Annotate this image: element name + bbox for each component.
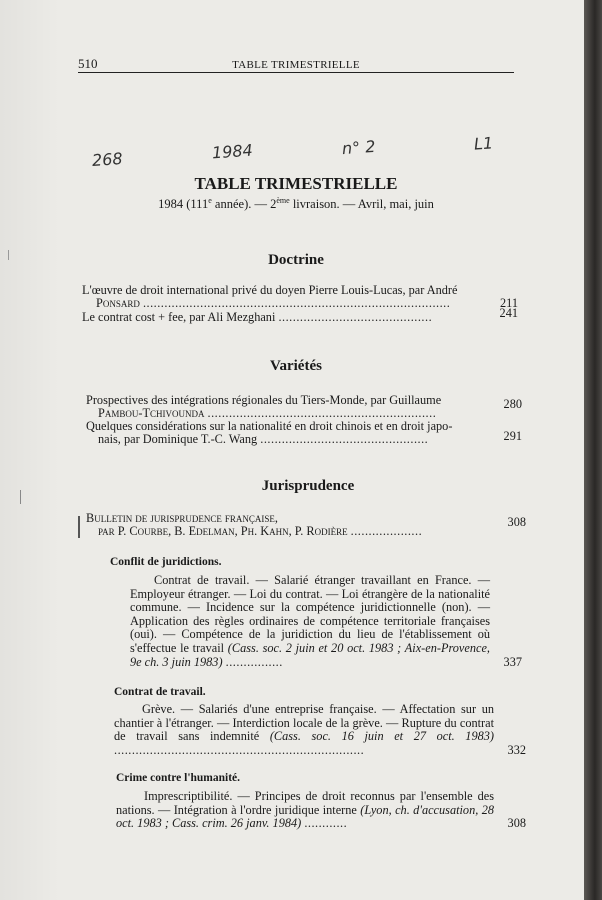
main-title: TABLE TRIMESTRIELLE [194, 174, 398, 193]
toc-entry: Le contrat cost + fee, par Ali Mezghani ........................................... 241 [82, 306, 518, 324]
margin-mark [20, 490, 21, 504]
running-title: TABLE TRIMESTRIELLE [232, 59, 360, 71]
toc-entry: Quelques considérations sur la nationalité en droit chinois et en droit japo- nais, par Dominique T.-C. Wang ............................................... 291 [86, 419, 522, 446]
running-header [78, 58, 514, 73]
toc-page-number: 291 [503, 429, 522, 443]
margin-mark [78, 516, 80, 538]
toc-page-number: 337 [503, 654, 522, 669]
handwritten-note: n° 2 [341, 136, 377, 159]
subtitle: 1984 (111e année). — 2ème livraison. — Avril, mai, juin [158, 196, 434, 212]
subsection-body: Grève. — Salariés d'une entreprise française. — Affectation sur un chantier à l'étranger. — Interdiction locale de la grève. — Rupture du contrat de travail sans indemnité (Cass. soc. 16 juin et 27 oct. 1983) ...................................................................... 332 [114, 702, 526, 757]
subsection-heading: Conflit de juridictions. [110, 556, 222, 568]
page-number: 510 [78, 56, 98, 71]
toc-page-number: 211 [500, 296, 518, 310]
toc-entry: Bulletin de jurisprudence française, par P. Courbe, B. Edelman, Ph. Kahn, P. Rodière .................... 308 [86, 511, 526, 538]
section-heading-varietes: Variétés [270, 358, 322, 374]
toc-entry: L'œuvre de droit international privé du doyen Pierre Louis-Lucas, par André Ponsard ...................................................................................... 211 [82, 283, 518, 310]
section-heading-jurisprudence: Jurisprudence [261, 478, 355, 494]
toc-page-number: 332 [507, 742, 526, 757]
page-shadow [0, 0, 60, 900]
subsection-body: Imprescriptibilité. — Principes de droit reconnus par l'ensemble des nations. — Intégration à l'ordre juridique interne (Lyon, ch. d'accusation, 28 oct. 1983 ; Cass. crim. 26 janv. 1984) ............ 308 [116, 789, 526, 831]
toc-page-number: 308 [507, 816, 526, 831]
handwritten-note: 268 [91, 148, 124, 171]
toc-page-number: 308 [507, 515, 526, 529]
toc-entry: Prospectives des intégrations régionales du Tiers-Monde, par Guillaume Pambou-Tchivounda ................................................................ 280 [86, 393, 522, 420]
handwritten-note: L1 [473, 133, 494, 154]
margin-mark [8, 250, 9, 260]
subsection-heading: Contrat de travail. [114, 686, 206, 698]
book-spine-edge [584, 0, 602, 900]
subsection-body: Contrat de travail. — Salarié étranger travaillant en France. — Employeur étranger. — Loi du contrat. — Loi étrangère de la nationalité commune. — Incidence sur la compétence juridictionnelle (non). — Application des règles ordinaires de compétence territoriale françaises (oui). — Compétence de la juridiction du lieu de l'établissement où s'effectue le travail (Cass. soc. 2 juin et 20 oct. 1983 ; Aix-en-Provence, 9e ch. 3 juin 1983) ................ 337 [130, 573, 522, 669]
section-heading-doctrine: Doctrine [268, 252, 324, 268]
handwritten-note: 1984 [211, 140, 254, 163]
subsection-heading: Crime contre l'humanité. [116, 772, 241, 784]
toc-page-number: 280 [503, 397, 522, 411]
toc-page-number: 241 [499, 306, 518, 320]
